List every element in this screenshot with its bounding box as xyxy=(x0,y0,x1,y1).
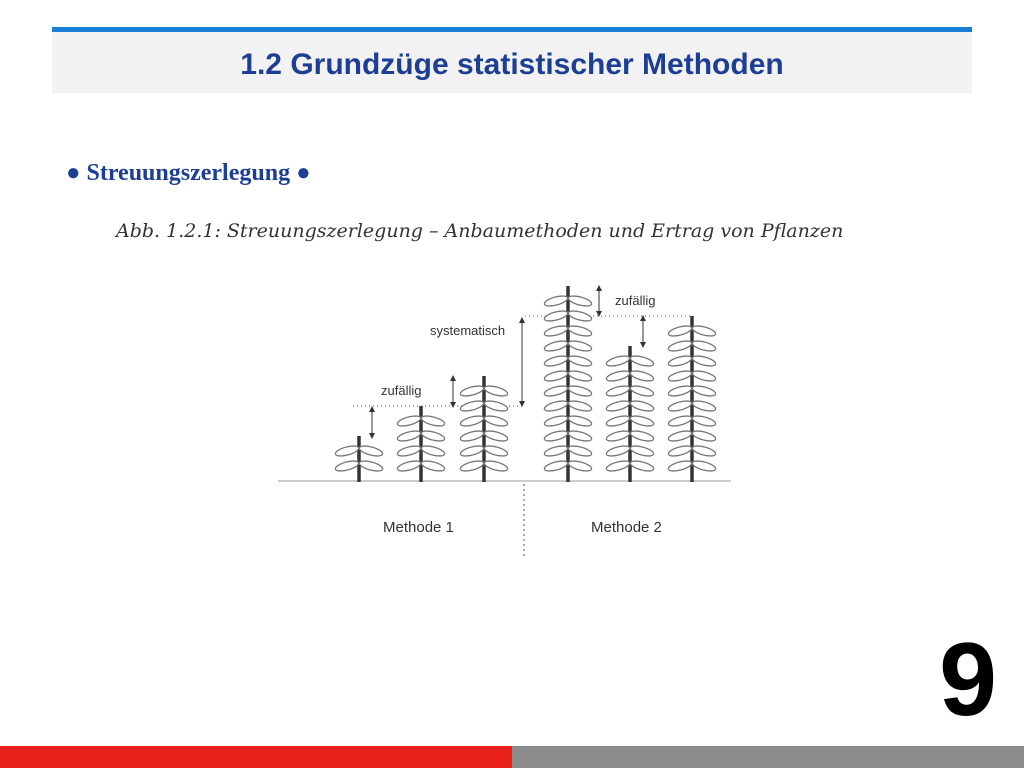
plant-2 xyxy=(396,406,445,482)
footer-bar-red xyxy=(0,746,512,768)
label-zufaellig-method-1: zufällig xyxy=(381,383,422,398)
label-methode-1: Methode 1 xyxy=(383,519,454,536)
plant-4 xyxy=(543,286,592,482)
plant-1 xyxy=(334,436,383,482)
plant-5 xyxy=(605,346,654,482)
slide-title: 1.2 Grundzüge statistischer Methoden xyxy=(240,48,784,81)
bullet-heading: ● Streuungszerlegung ● xyxy=(66,160,311,186)
label-systematisch: systematisch xyxy=(430,323,506,338)
plant-3 xyxy=(459,376,508,482)
label-zufaellig-method-2: zufällig xyxy=(615,293,656,308)
page-number: 9 xyxy=(939,622,997,738)
plant-6 xyxy=(667,316,716,482)
label-methode-2: Methode 2 xyxy=(591,519,662,536)
footer-bar-grey xyxy=(512,746,1024,768)
figure-caption: Abb. 1.2.1: Streuungszerlegung – Anbaumethoden und Ertrag von Pflanzen xyxy=(116,220,844,242)
